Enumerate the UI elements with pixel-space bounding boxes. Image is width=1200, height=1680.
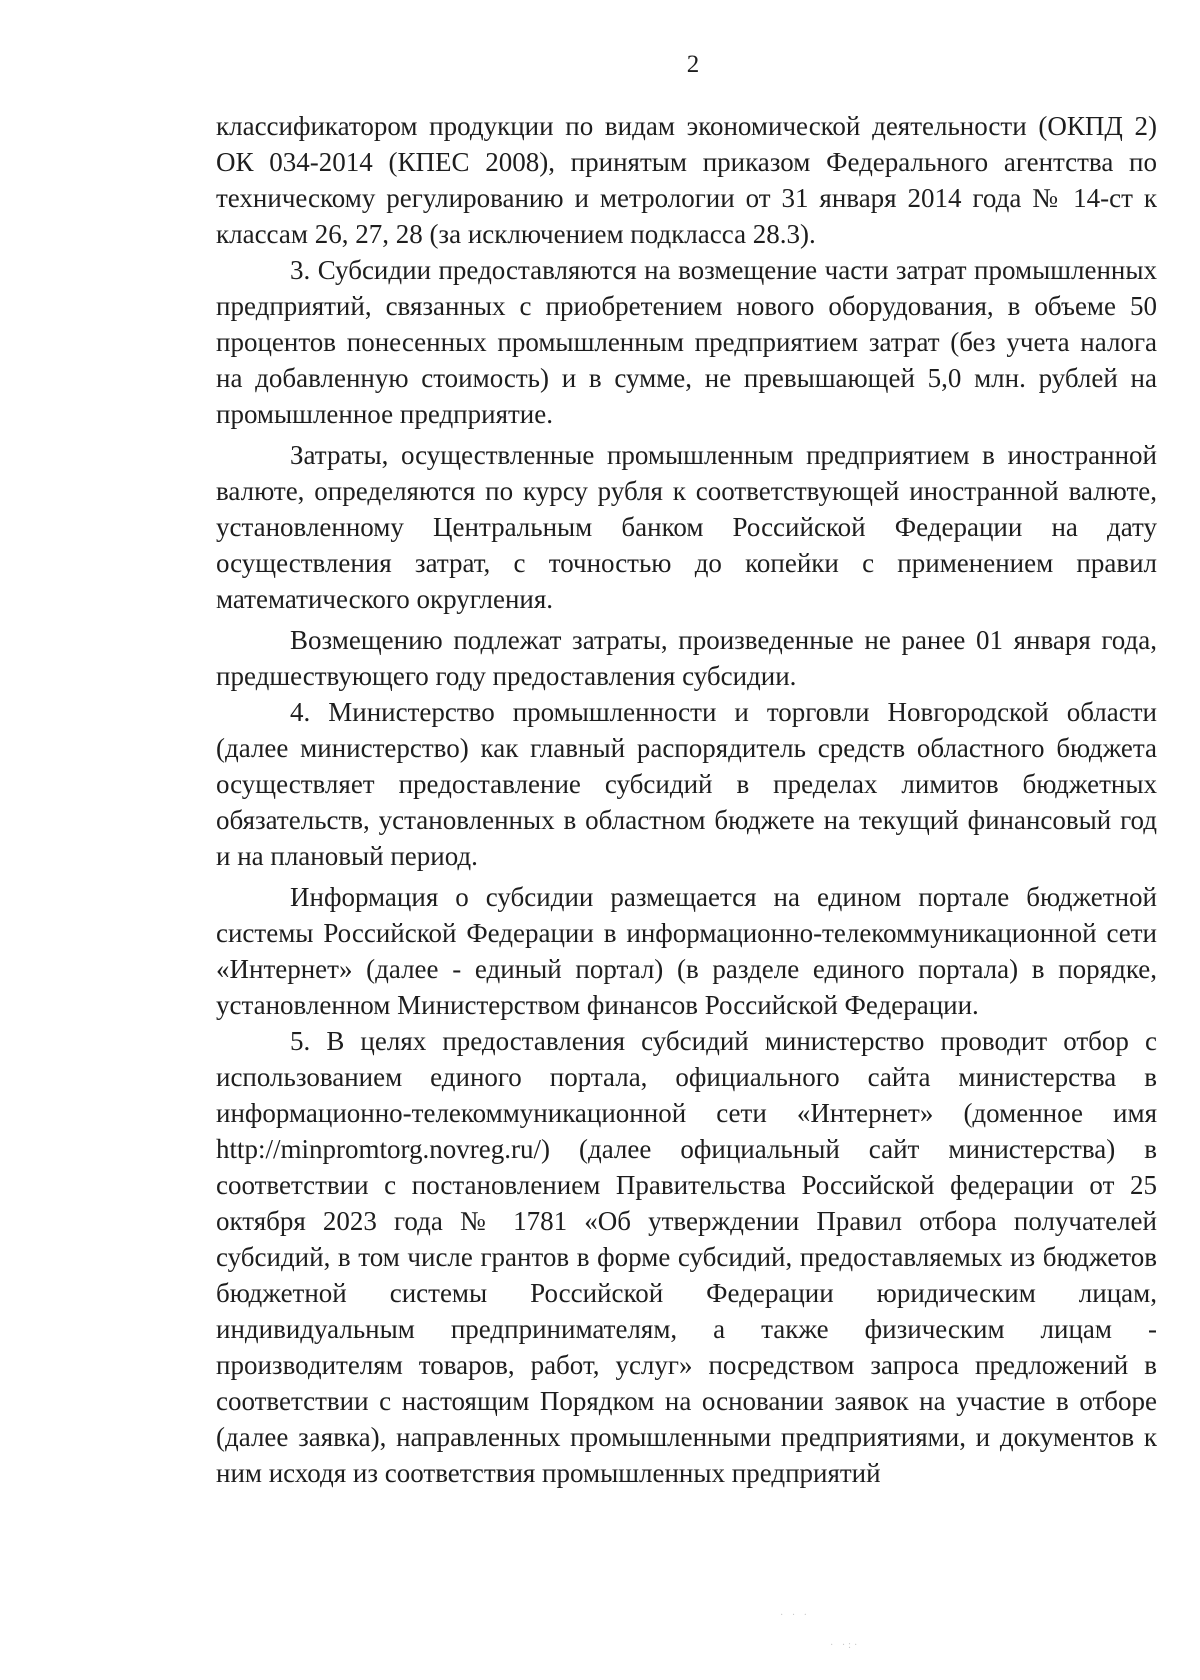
paragraph-3-subsidy-purpose: 3. Субсидии предоставляются на возмещение части затрат промышленных предприятий, связанных с приобретением нового оборудования, в объеме 50 процентов понесенных промышленным предприятием затрат (без учета налога на добавленную стоимость) и в сумме, не превышающей 5,0 млн. рублей на промышленное предприятие.: [216, 255, 1157, 429]
paragraph-5-selection: 5. В целях предоставления субсидий министерство проводит отбор с использованием единого портала, официального сайта министерства в информационно-телекоммуникационной сети «Интернет» (доменное имя http://minpromtorg.novreg.ru/) (далее официальный сайт министерства) в соответствии с постановлением Правительства Российской федерации от 25 октября 2023 года № 1781 «Об утверждении Правил отбора получателей субсидий, в том числе грантов в форме субсидий, предоставляемых из бюджетов бюджетной системы Российской Федерации юридическим лицам, индивидуальным предпринимателям, а также физическим лицам - производителям товаров, работ, услуг» посредством запроса предложений в соответствии с настоящим Порядком на основании заявок на участие в отборе (далее заявка), направленных промышленными предприятиями, и документов к ним исходя из соответствия промышленных предприятий: [216, 1026, 1157, 1488]
page-number: 2: [686, 51, 700, 78]
paragraph-foreign-currency-costs: Затраты, осуществленные промышленным предприятием в иностранной валюте, определяются по курсу рубля к соответствующей иностранной валюте, установленному Центральным банком Российской Федерации на дату осуществления затрат, с точностью до копейки с применением правил математического округления.: [216, 440, 1157, 614]
paragraph-4-ministry: 4. Министерство промышленности и торговли Новгородской области (далее министерство) как главный распорядитель средств областного бюджета осуществляет предоставление субсидий в пределах лимитов бюджетных обязательств, установленных в областном бюджете на текущий финансовый год и на плановый период.: [216, 697, 1157, 871]
paragraph-reimbursable-costs: Возмещению подлежат затраты, произведенные не ранее 01 января года, предшествующего году предоставления субсидии.: [216, 625, 1157, 691]
scan-speckle: · · ·: [780, 1610, 810, 1621]
document-body: [216, 108, 1157, 1491]
paragraph-okpd-continuation: классификатором продукции по видам экономической деятельности (ОКПД 2) ОК 034-2014 (КПЕС 2008), принятым приказом Федерального агентства по техническому регулированию и метрологии от 31 января 2014 года № 14-ст к классам 26, 27, 28 (за исключением подкласса 28.3).: [216, 111, 1157, 249]
scan-speckle: · ·:·: [830, 1640, 861, 1651]
paragraph-unified-portal-info: Информация о субсидии размещается на едином портале бюджетной системы Российской Федерации в информационно-телекоммуникационной сети «Интернет» (далее - единый портал) (в разделе единого портала) в порядке, установленном Министерством финансов Российской Федерации.: [216, 882, 1157, 1020]
